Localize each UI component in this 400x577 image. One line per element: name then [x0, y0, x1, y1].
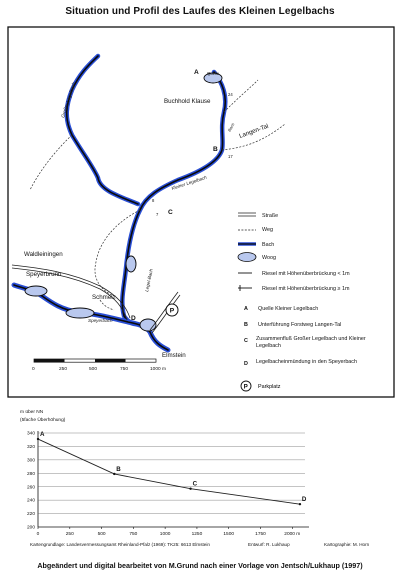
map-point-c: C: [168, 209, 173, 216]
points-legend-letter: C: [244, 338, 248, 344]
label-buchhold-klause: Buchhold Klause: [164, 98, 211, 105]
label-elmstein: Elmstein: [162, 352, 186, 359]
points-legend-letter: B: [244, 322, 248, 328]
label-schmelz: Schmelz: [92, 294, 116, 301]
points-legend-p: Parkplatz: [258, 384, 281, 390]
y-tick-label: 300: [26, 458, 35, 464]
profile-point-label: C: [192, 480, 198, 488]
label-bach: Bach: [226, 122, 236, 133]
x-tick-label: 1500: [223, 532, 235, 537]
label-grosser-legelbach: Großer Legelbach: [60, 81, 77, 119]
elevation-profile-chart: [0, 405, 400, 540]
y-tick-label: 340: [26, 431, 35, 437]
points-legend-letter: D: [244, 361, 248, 367]
label-kleiner-legelbach: Kleiner Legelbach: [170, 174, 208, 191]
y-tick-label: 280: [26, 471, 35, 477]
y-tick-label: 200: [26, 525, 35, 531]
chart-ylabel: m über NN: [20, 410, 44, 415]
profile-point: [299, 503, 301, 505]
y-tick-label: 240: [26, 498, 35, 504]
x-tick-label: 250: [65, 532, 74, 537]
points-legend-letter: A: [244, 306, 248, 312]
legend-strasse: Straße: [262, 213, 279, 219]
profile-point-label: B: [116, 465, 121, 473]
map-point-b: B: [213, 146, 218, 153]
x-tick-label: 0: [36, 532, 40, 537]
y-tick-label: 320: [26, 445, 35, 451]
kleiner-legelbach-stream: [122, 72, 225, 324]
profile-point: [113, 473, 115, 475]
pond-speyerbach-1: [66, 308, 94, 318]
map-point-d: D: [131, 315, 136, 322]
scale-tick: 250: [59, 367, 68, 372]
profile-point: [37, 438, 39, 440]
map-number-8: 8: [152, 198, 155, 203]
credit-kartographie: Kartographie: M. Horn: [324, 542, 370, 547]
legend-bach: Bach: [262, 242, 275, 248]
x-tick-label: 1000: [159, 532, 171, 537]
pond-speyerbrunn: [25, 286, 47, 296]
map-number-7: 7: [156, 212, 159, 217]
label-quelle: Quelle: [207, 71, 220, 76]
profile-line: [38, 439, 300, 504]
points-legend-b: Unterführung Forstweg Langen-Tal: [258, 322, 342, 328]
parking-icon: [166, 304, 178, 316]
label-speyerbach: Speyerbach: [88, 318, 113, 323]
label-legelbach-d: Legel-Bach: [144, 268, 154, 293]
page-title: Situation und Profil des Laufes des Kleinen Legelbachs: [65, 6, 335, 17]
scale-bar: [32, 359, 166, 372]
legend-riesel-large: Riesel mit Höhenüberbrückung ≥ 1m: [262, 286, 350, 292]
profile-point: [189, 488, 191, 490]
scale-tick: 500: [89, 367, 98, 372]
scale-tick: 750: [120, 367, 129, 372]
legend-riesel-small: Riesel mit Höhenüberbrückung < 1m: [262, 271, 350, 277]
x-tick-label: 500: [97, 532, 106, 537]
points-legend-c: Zusammenfluß Großer Legelbach und Kleiner Legelbach: [256, 336, 366, 349]
legend-woog: Woog: [262, 255, 276, 261]
label-waldleiningen: Waldleiningen: [24, 251, 63, 258]
x-tick-label: 2000 m: [284, 532, 301, 537]
legend-weg: Weg: [262, 227, 273, 233]
scale-tick: 1000 m: [150, 367, 166, 372]
figure-caption: Abgeändert und digital bearbeitet von M.Grund nach einer Vorlage von Jentsch/Lukhaup (1997): [37, 561, 363, 570]
points-legend-d: Legelbacheinmündung in den Speyerbach: [256, 359, 358, 365]
y-tick-label: 260: [26, 485, 35, 491]
pond-legelbach: [126, 256, 136, 272]
svg-text:P: P: [169, 307, 175, 315]
y-tick-label: 220: [26, 512, 35, 518]
credit-entwurf: Entwurf: R. Lukhaup: [248, 542, 290, 547]
map-legend: [238, 213, 392, 391]
label-speyerbrunn: Speyerbrunn: [26, 271, 62, 278]
grosser-legelbach-stream: [67, 56, 138, 204]
credit-kartengrundlage: Kartengrundlage: Landesvermessungsamt Rheinland-Pfalz (1969): TK25: 6613 Elmstein: [30, 542, 210, 547]
points-legend-letter: P: [243, 384, 248, 391]
profile-point-label: D: [301, 496, 307, 504]
profile-point-label: A: [40, 431, 45, 439]
points-legend-a: Quelle Kleiner Legelbach: [258, 306, 319, 312]
x-tick-label: 750: [129, 532, 138, 537]
map-point-a: A: [194, 69, 199, 76]
scale-tick: 0: [32, 367, 35, 372]
x-tick-label: 1250: [191, 532, 203, 537]
label-langen-tal: Langen-Tal: [238, 122, 270, 140]
map-number-17: 17: [228, 154, 233, 159]
x-tick-label: 1750: [255, 532, 266, 537]
chart-ylabel-note: (5fache Überhöhung): [20, 418, 66, 423]
map-number-24: 24: [228, 92, 233, 97]
